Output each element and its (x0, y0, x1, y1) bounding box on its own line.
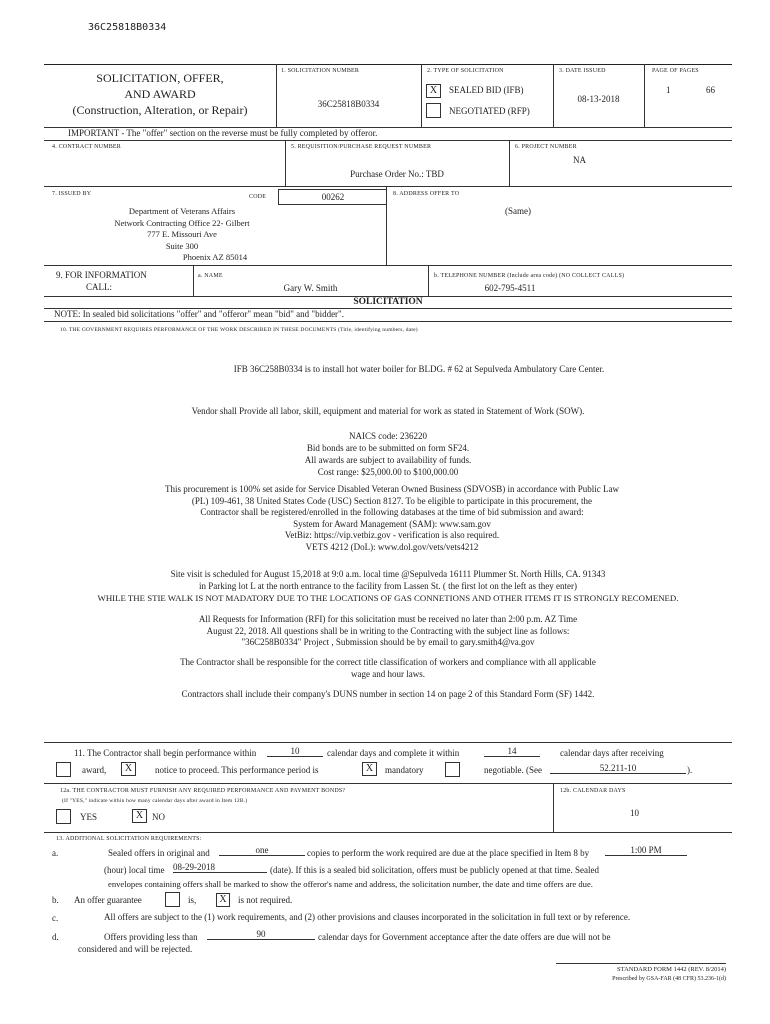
field-3-label: 3. DATE ISSUED (559, 68, 606, 74)
item-13a-text-3: (date). If this is a sealed bid solicitation, offers must be publicly opened at that time. Sealed (270, 865, 599, 875)
form-number: STANDARD FORM 1442 (REV. 8/2014) (617, 966, 726, 973)
description-line: This procurement is 100% set aside for Service Disabled Veteran Owned Business (SDVOSB) in accordance with Public Law (165, 484, 619, 494)
field-6-label: 6. PROJECT NUMBER (515, 144, 577, 150)
description-site-visit (44, 568, 732, 604)
due-date[interactable]: 08-29-2018 (173, 862, 267, 873)
description-line: August 22, 2018. All questions shall be in writing to the Contracting with the subject line as follows: (206, 625, 570, 636)
issuer-line: Suite 300 (165, 240, 199, 251)
description-line: VetBiz: https://vip.vetbiz.gov - verification is also required. (284, 530, 500, 541)
description-line: The Contractor shall be responsible for the correct title classification of workers and compliance with all applicable (180, 657, 596, 667)
important-note: IMPORTANT - The "offer" section on the reverse must be fully completed by offeror. (68, 128, 378, 138)
bonds-yes-label: YES (80, 812, 98, 822)
item-13b-letter: b. (52, 895, 59, 905)
issuer-line: Department of Veterans Affairs (128, 206, 236, 216)
description-line: WHILE THE STIE WALK IS NOT MADATORY DUE TO THE LOCATIONS OF GAS CONNETIONS AND OTHER ITEMS IT IS STRONGLY RECOMENED. (97, 593, 679, 603)
calendar-days-value[interactable]: 10 (630, 808, 639, 818)
field-1-label: 1. SOLICITATION NUMBER (281, 68, 360, 74)
description-line: System for Award Management (SAM): www.sam.gov (293, 518, 491, 529)
item-13d-text-2: calendar days for Government acceptance after the date offers are due will not be (318, 932, 611, 942)
item-13b-text-1: An offer guarantee (74, 895, 142, 905)
guarantee-is-checkbox[interactable] (165, 892, 180, 907)
pages-label: PAGE OF PAGES (652, 68, 699, 74)
description-line: Bid bonds are to be submitted on form SF24. (306, 443, 470, 453)
award-label: award, (82, 765, 107, 775)
date-issued[interactable]: 08-13-2018 (577, 94, 620, 104)
description-line: Site visit is scheduled for August 15,2018 at 9:0 a.m. local time @Sepulveda 16111 Plummer St. North Hills, CA. 91343 (170, 569, 606, 579)
see-close: ). (687, 765, 693, 775)
item-13a-letter: a. (52, 848, 59, 858)
solicitation-number[interactable]: 36C25818B0334 (317, 99, 380, 109)
solicitation-heading: SOLICITATION (353, 297, 423, 307)
form-title (44, 70, 276, 118)
prescribed-by: Prescribed by GSA-FAR (48 CFR) 53.236-1(d) (612, 976, 726, 982)
item-13c-letter: c. (52, 913, 59, 923)
item-12a-sub: (If "YES," indicate within how many calendar days after award in Item 12B.) (62, 798, 248, 804)
copies-count[interactable]: one (219, 845, 305, 856)
description-line: wage and hour laws. (351, 668, 425, 679)
description-line: Cost range: $25,000.00 to $100,000.00 (317, 467, 459, 477)
item-13c-text: All offers are subject to the (1) work requirements, and (2) other provisions and clauses incorporated in the solicitation in full text or by reference. (104, 912, 631, 922)
mandatory-label: mandatory (385, 765, 424, 775)
item-13a-text-4: envelopes containing offers shall be marked to show the offeror's name and address, the solicitation number, the date and time offers are due. (108, 879, 593, 889)
item-13d-text-1: Offers providing less than (104, 932, 198, 942)
award-checkbox[interactable] (56, 762, 71, 777)
description-setaside (80, 484, 704, 554)
negotiable-checkbox[interactable] (445, 762, 460, 777)
field-2-label: 2. TYPE OF SOLICITATION (427, 68, 504, 74)
item-12a-label: 12a. THE CONTRACTOR MUST FURNISH ANY REQUIRED PERFORMANCE AND PAYMENT BONDS? (60, 788, 346, 794)
item-13d-text-3: considered and will be rejected. (78, 944, 193, 954)
contact-name: Gary W. Smith (283, 283, 338, 293)
sealed-bid-checkbox[interactable]: X (426, 84, 441, 98)
description-scope: Vendor shall Provide all labor, skill, equipment and material for work as stated in Statement of Work (SOW). (191, 406, 585, 416)
bonds-yes-checkbox[interactable] (56, 809, 71, 824)
negotiable-label: negotiable. (See (484, 765, 542, 775)
hour-label: (hour) local time (104, 865, 165, 875)
document-id: 36C25818B0334 (88, 22, 167, 33)
field-10-label: 10. THE GOVERNMENT REQUIRES PERFORMANCE OF THE WORK DESCRIBED IN THESE DOCUMENTS (Title, identifying numbers, date) (60, 327, 418, 333)
page-number: 1 (666, 85, 671, 95)
description-intro: IFB 36C258B0334 is to install hot water boiler for BLDG. # 62 at Sepulveda Ambulatory Care Center. (233, 364, 605, 374)
negotiated-label: NEGOTIATED (RFP) (449, 106, 530, 116)
description-line: All Requests for Information (RFI) for this solicitation must be received no later than 2:00 p.m. AZ Time (198, 614, 578, 624)
description-rfi (44, 614, 732, 649)
item-13b-text-2: is not required. (238, 895, 293, 905)
guarantee-is-not-checkbox[interactable]: X (216, 893, 230, 907)
phone-label: b. TELEPHONE NUMBER (Include area code) (NO COLLECT CALLS) (434, 273, 625, 279)
field-8-label: 8. ADDRESS OFFER TO (393, 191, 460, 197)
purchase-request-number[interactable]: Purchase Order No.: TBD (350, 169, 444, 179)
field-5-label: 5. REQUISITION/PURCHASE REQUEST NUMBER (291, 144, 432, 150)
name-label: a. NAME (198, 273, 223, 279)
description-line: Contractor shall be registered/enrolled in the following databases at the time of bid submission and award: (200, 507, 584, 518)
issuer-address (92, 206, 272, 264)
negotiated-checkbox[interactable] (426, 103, 441, 118)
item-11-text-2: calendar days and complete it within (327, 748, 460, 758)
issuer-line: 777 E. Missouri Ave (147, 229, 217, 239)
notice-text: notice to proceed. This performance period is (155, 765, 319, 775)
begin-days[interactable]: 10 (267, 746, 323, 757)
contact-phone: 602-795-4511 (484, 283, 536, 293)
description-line: All awards are subject to availability of funds. (304, 455, 472, 465)
description-duns: Contractors shall include their company's DUNS number in section 14 on page 2 of this Standard Form (SF) 1442. (181, 689, 595, 699)
item-13a-text-2: copies to perform the work required are due at the place specified in Item 8 by (307, 848, 590, 858)
description-wage (44, 657, 732, 680)
description-line: (PL) 109-461, 38 United States Code (USC) Section 8127. To be eligible to participate in this procurement, the (191, 495, 593, 506)
field-9-label-line-2: CALL: (86, 282, 112, 292)
item-11-text-1: 11. The Contractor shall begin performance within (74, 748, 257, 758)
description-naics (44, 430, 732, 478)
description-line: NAICS code: 236220 (349, 431, 427, 441)
code-label: CODE (249, 194, 267, 200)
form-title-line-1: SOLICITATION, OFFER, (96, 71, 224, 85)
project-number[interactable]: NA (573, 155, 586, 165)
issuer-line: Network Contracting Office 22- Gilbert (114, 217, 250, 228)
address-offer-to: (Same) (505, 206, 531, 216)
field-9-label-line-1: 9. FOR INFORMATION (56, 270, 147, 280)
item-13d-letter: d. (52, 932, 59, 942)
item-13a-text-1: Sealed offers in original and (108, 848, 210, 858)
form-title-line-3: (Construction, Alteration, or Repair) (72, 103, 248, 117)
mandatory-checkbox[interactable]: X (362, 762, 377, 776)
item-11-text-3: calendar days after receiving (560, 748, 664, 758)
description-line: "36C258B0334" Project , Submission should be by email to gary.smith4@va.gov (241, 637, 535, 648)
guarantee-is-label: is, (188, 895, 197, 905)
see-reference: 52.211-10 (550, 763, 686, 774)
field-9-label (56, 269, 147, 293)
field-4-label: 4. CONTRACT NUMBER (52, 144, 121, 150)
field-7-label: 7. ISSUED BY (52, 191, 92, 197)
solicitation-note: NOTE: In sealed bid solicitations "offer" and "offeror" mean "bid" and "bidder". (54, 309, 344, 319)
item-12b-label: 12b. CALENDAR DAYS (560, 788, 626, 794)
sealed-bid-label: SEALED BID (IFB) (449, 85, 524, 95)
description-line: in Parking lot L at the north entrance to the facility from Lassen St. ( the first lot on the left as they enter) (198, 581, 578, 591)
notice-to-proceed-checkbox[interactable]: X (121, 762, 136, 776)
issuer-code[interactable]: 00262 (278, 189, 387, 205)
due-time[interactable]: 1:00 PM (605, 845, 687, 856)
description-line: VETS 4212 (DoL): www.dol.gov/vets/vets4212 (305, 541, 479, 552)
bonds-no-label: NO (152, 812, 165, 822)
page-count: 66 (706, 85, 715, 95)
complete-days[interactable]: 14 (484, 746, 540, 757)
issuer-line: Phoenix AZ 85014 (182, 252, 248, 262)
form-title-line-2: AND AWARD (124, 87, 196, 101)
acceptance-days[interactable]: 90 (207, 929, 315, 940)
item-13-label: 13. ADDITIONAL SOLICITATION REQUIREMENTS: (56, 836, 202, 842)
bonds-no-checkbox[interactable]: X (132, 809, 147, 823)
